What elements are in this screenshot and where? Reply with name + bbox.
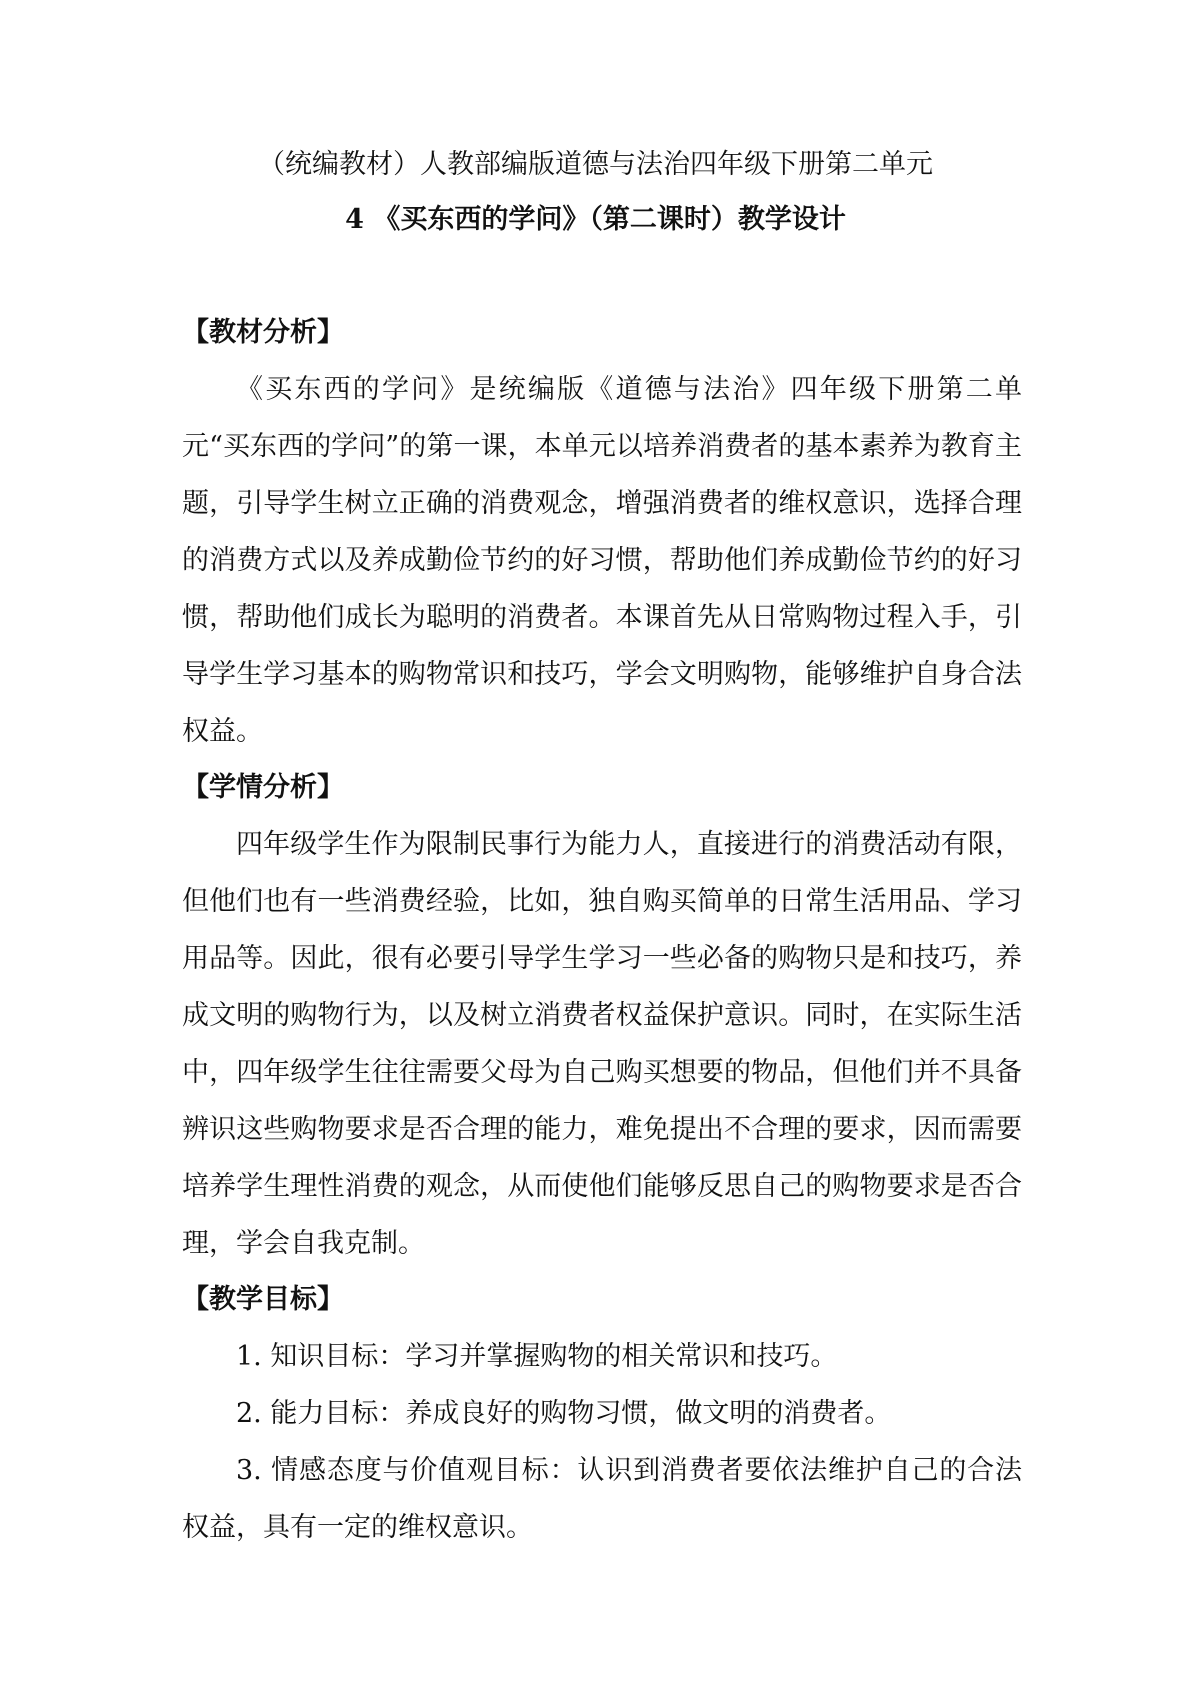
document-body [182, 305, 1022, 1556]
document-title: 4 《买东西的学问》（第二课时）教学设计 [345, 204, 846, 235]
section-heading: 【教学目标】 [182, 1284, 344, 1315]
objective-item: 3. 情感态度与价值观目标：认识到消费者要依法维护自己的合法权益，具有一定的维权意识。 [182, 1455, 1022, 1543]
section-textbook-analysis [182, 305, 1022, 760]
section-heading: 【学情分析】 [182, 772, 344, 803]
objective-item: 1. 知识目标：学习并掌握购物的相关常识和技巧。 [236, 1341, 838, 1372]
section-student-analysis [182, 760, 1022, 1272]
section-paragraph: 四年级学生作为限制民事行为能力人，直接进行的消费活动有限，但他们也有一些消费经验，比如，独自购买简单的日常生活用品、学习用品等。因此，很有必要引导学生学习一些必备的购物只是和技巧，养成文明的购物行为，以及树立消费者权益保护意识。同时，在实际生活中，四年级学生往往需要父母为自己购买想要的物品，但他们并不具备辨识这些购物要求是否合理的能力，难免提出不合理的要求，因而需要培养学生理性消费的观念，从而使他们能够反思自己的购物要求是否合理，学会自我克制。 [182, 829, 1022, 1259]
section-paragraph: 《买东西的学问》是统编版《道德与法治》四年级下册第二单元“买东西的学问”的第一课，本单元以培养消费者的基本素养为教育主题，引导学生树立正确的消费观念，增强消费者的维权意识，选择合理的消费方式以及养成勤俭节约的好习惯，帮助他们养成勤俭节约的好习惯，帮助他们成长为聪明的消费者。本课首先从日常购物过程入手，引导学生学习基本的购物常识和技巧，学会文明购物，能够维护自身合法权益。 [182, 374, 1022, 747]
section-teaching-objectives [182, 1272, 1022, 1556]
document-subtitle: （统编教材）人教部编版道德与法治四年级下册第二单元 [258, 149, 933, 180]
objective-item: 2. 能力目标：养成良好的购物习惯，做文明的消费者。 [236, 1398, 892, 1429]
section-heading: 【教材分析】 [182, 317, 344, 348]
